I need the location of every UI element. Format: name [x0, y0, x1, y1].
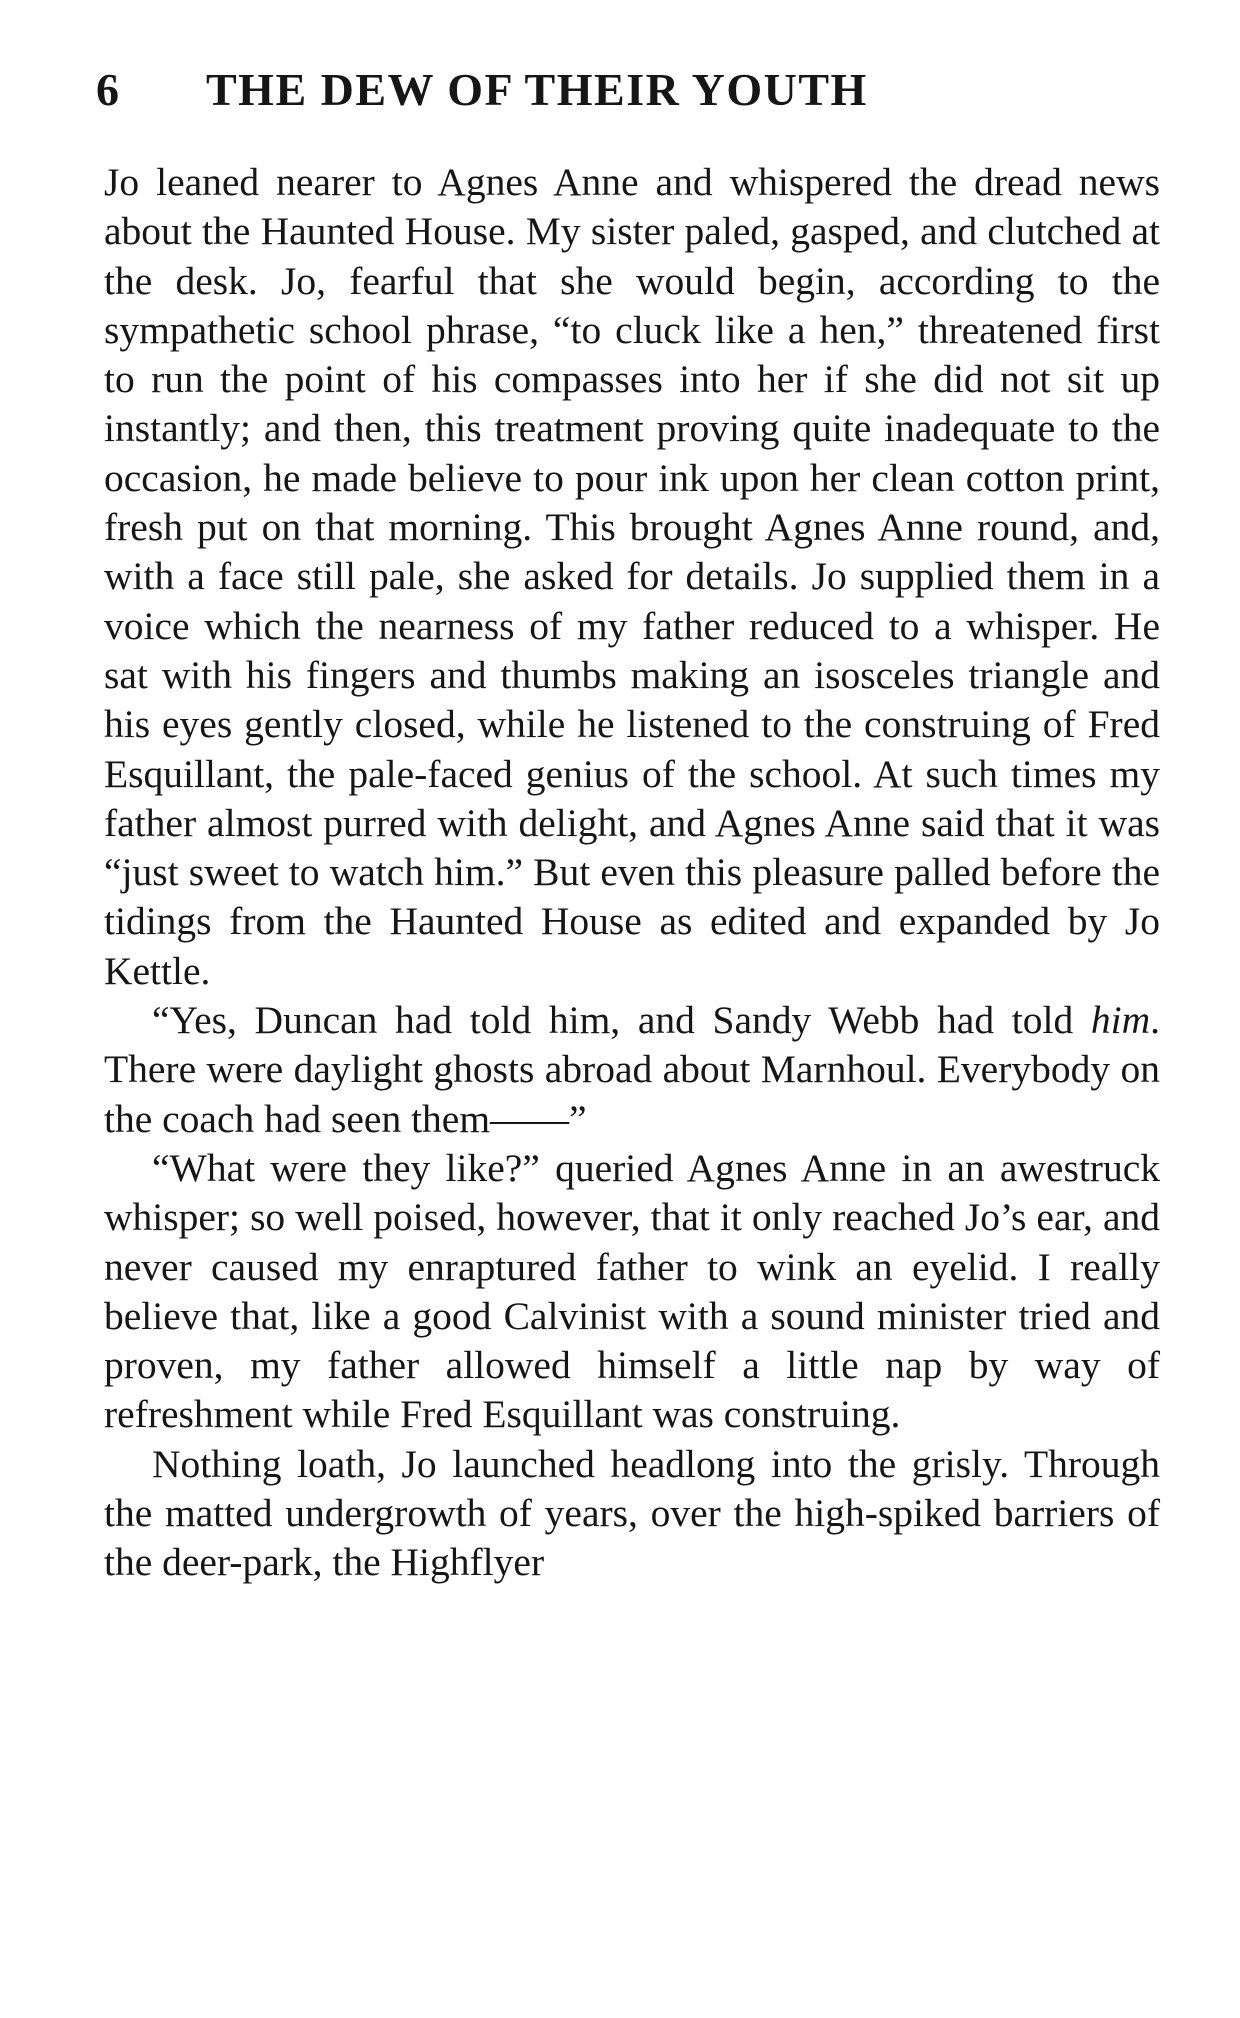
paragraph-text: Jo leaned nearer to Agnes Anne and whispered the dread news about the Haunted House. My sister paled, gasped, and clutched at the desk. Jo, fearful that she would begin, according to the sympathetic school phrase, “to cluck like a hen,” threatened first to run the point of his compasses into her if she did not sit up instantly; and then, this treatment proving quite inadequate to the occasion, he made believe to pour ink upon her clean cotton print, fresh put on that morning. This brought Agnes Anne round, and, with a face still pale, she asked for details. Jo supplied them in a voice which the nearness of my father reduced to a whisper. He sat with his fingers and thumbs making an isosceles triangle and his eyes gently closed, while he listened to the construing of Fred Esquillant, the pale-faced genius of the school. At such times my father almost purred with delight, and Agnes Anne said that it was “just sweet to watch him.” But even this pleasure palled before the tidings from the Haunted House as edited and expanded by Jo Kettle. — [104, 160, 1160, 993]
paragraph — [104, 1144, 1160, 1440]
paragraph — [104, 1440, 1160, 1588]
running-header — [96, 60, 1046, 120]
paragraph-text: . There were daylight ghosts abroad about Marnhoul. Everybody on the coach had seen them——” — [104, 998, 1160, 1141]
paragraph — [104, 996, 1160, 1144]
page-number: 6 — [96, 64, 121, 115]
body-text — [104, 158, 1160, 1588]
paragraph-text: “Yes, Duncan had told him, and Sandy Webb had told — [152, 998, 1091, 1043]
italic-text: him — [1090, 998, 1151, 1043]
paragraph-text: Nothing loath, Jo launched headlong into the grisly. Through the matted undergrowth of years, over the high-spiked barriers of the deer-park, the Highflyer — [104, 1441, 1160, 1585]
paragraph-text: “What were they like?” queried Agnes Anne in an awestruck whisper; so well poised, however, that it only reached Jo’s ear, and never caused my enraptured father to wink an eyelid. I really believe that, like a good Calvinist with a sound minister tried and proven, my father allowed himself a little nap by way of refreshment while Fred Esquillant was construing. — [104, 1145, 1160, 1437]
running-title: THE DEW OF THEIR YOUTH — [206, 64, 868, 115]
paragraph — [104, 158, 1160, 996]
